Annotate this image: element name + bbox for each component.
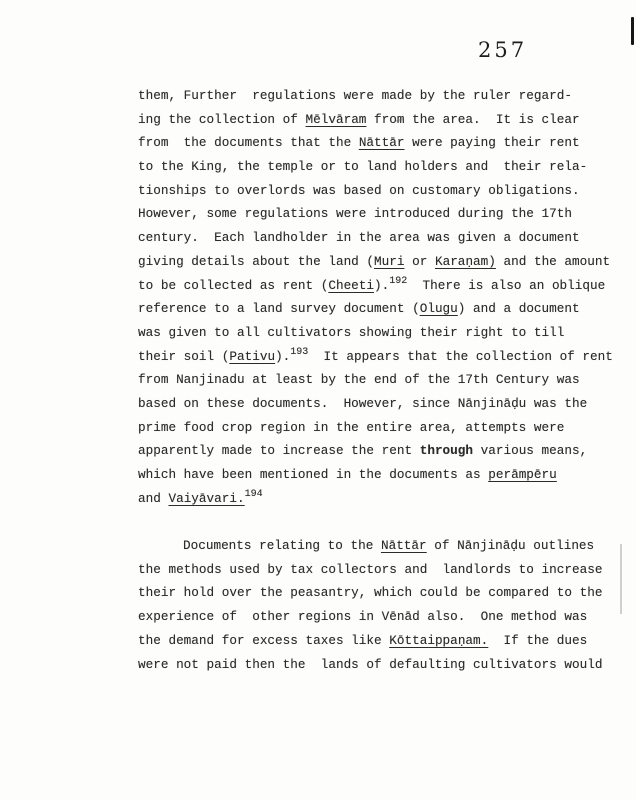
text-line: [138, 439, 613, 463]
text-segment: various means,: [473, 443, 588, 459]
text-segment: Documents relating to the: [183, 538, 381, 554]
text-line: [138, 202, 613, 226]
text-segment: However, some regulations were introduced during the 17th: [138, 206, 572, 222]
text-segment: the methods used by tax collectors and landlords to increase: [138, 561, 603, 577]
text-segment: ing the collection of: [138, 111, 306, 127]
text-line: [138, 463, 613, 487]
text-segment: to be collected as rent (: [138, 277, 329, 293]
text-line: [138, 131, 613, 155]
text-line: [138, 108, 613, 132]
underlined-term: Olugu: [419, 301, 458, 317]
text-segment: ) and a document: [457, 301, 580, 317]
text-segment: There is also an oblique: [407, 277, 606, 293]
text-line: [138, 226, 613, 250]
text-segment: reference to a land survey document (: [138, 301, 420, 317]
text-segment: from the area. It is clear: [366, 111, 580, 127]
text-line: [138, 274, 613, 298]
text-segment: which have been mentioned in the documents as: [138, 467, 489, 482]
text-segment: ).: [374, 277, 390, 293]
scan-artifact-right-edge-mark: [631, 17, 634, 45]
text-segment: giving details about the land (: [138, 253, 375, 269]
paragraph: [138, 84, 613, 510]
text-line: [138, 629, 613, 653]
footnote-superscript: 193: [290, 347, 309, 359]
text-line: [138, 84, 613, 108]
text-segment: tionships to overlords was based on customary obligations.: [138, 182, 580, 198]
text-segment: were not paid then the lands of defaulting cultivators would: [138, 656, 603, 672]
paragraph: [138, 534, 613, 676]
text-line: [138, 155, 613, 179]
text-segment: through: [419, 443, 474, 459]
text-line: [138, 653, 613, 677]
text-segment: If the dues: [488, 632, 588, 648]
text-line: [138, 368, 613, 392]
underlined-term: Nāttār: [380, 538, 427, 554]
footnote-superscript: 194: [244, 489, 263, 501]
text-segment: and the amount: [495, 253, 611, 269]
text-line: [138, 534, 613, 558]
document-body: [138, 84, 613, 676]
underlined-term: Muri: [374, 253, 405, 269]
footnote-superscript: 192: [389, 276, 408, 287]
text-segment: was given to all cultivators showing their right to till: [138, 324, 565, 340]
text-line: [138, 558, 613, 582]
text-line: [138, 416, 613, 440]
underlined-term: Kōttaippaṇam.: [389, 632, 489, 648]
underlined-term: Mēlvāram: [305, 111, 367, 127]
text-line: [138, 297, 613, 321]
text-segment: based on these documents. However, since Nānjināḍu was the: [138, 395, 588, 411]
underlined-term: Cheeti: [328, 277, 375, 293]
text-line: [138, 581, 613, 605]
text-segment: prime food crop region in the entire area, attempts were: [138, 419, 565, 435]
text-segment: their hold over the peasantry, which could be compared to the: [138, 585, 603, 601]
text-segment: from the documents that the: [138, 135, 359, 151]
text-segment: the demand for excess taxes like: [138, 632, 390, 648]
text-segment: from Nanjinadu at least by the end of the 17th Century was: [138, 372, 580, 388]
text-segment: of Nānjināḍu outlines: [426, 538, 595, 554]
text-line: [138, 179, 613, 203]
text-line: [138, 487, 613, 511]
text-line: [138, 392, 613, 416]
underlined-term: Vaiyāvari.: [168, 490, 245, 506]
scan-artifact-vertical-line: [620, 544, 622, 614]
text-segment: to the King, the temple or to land holders and their rela-: [138, 159, 588, 175]
page-number: 257: [478, 38, 528, 62]
text-line: [138, 321, 613, 345]
text-segment: experience of other regions in Vēnād also. One method was: [138, 609, 588, 625]
text-segment: ).: [275, 348, 291, 364]
text-segment: them, Further regulations were made by the ruler regard-: [138, 88, 572, 103]
underlined-term: Karaṇam): [434, 253, 496, 269]
text-segment: were paying their rent: [404, 135, 580, 151]
underlined-term: Pativu: [229, 348, 276, 364]
text-segment: and: [138, 490, 169, 506]
text-line: [138, 250, 613, 274]
text-segment: or: [404, 253, 435, 269]
text-segment: their soil (: [138, 348, 230, 364]
text-line: [138, 605, 613, 629]
underlined-term: perāmpēru: [488, 467, 557, 482]
text-line: [138, 345, 613, 369]
text-segment: apparently made to increase the rent: [138, 443, 420, 459]
text-segment: century. Each landholder in the area was given a document: [138, 230, 580, 246]
text-segment: It appears that the collection of rent: [308, 348, 613, 364]
underlined-term: Nāttār: [358, 135, 405, 151]
